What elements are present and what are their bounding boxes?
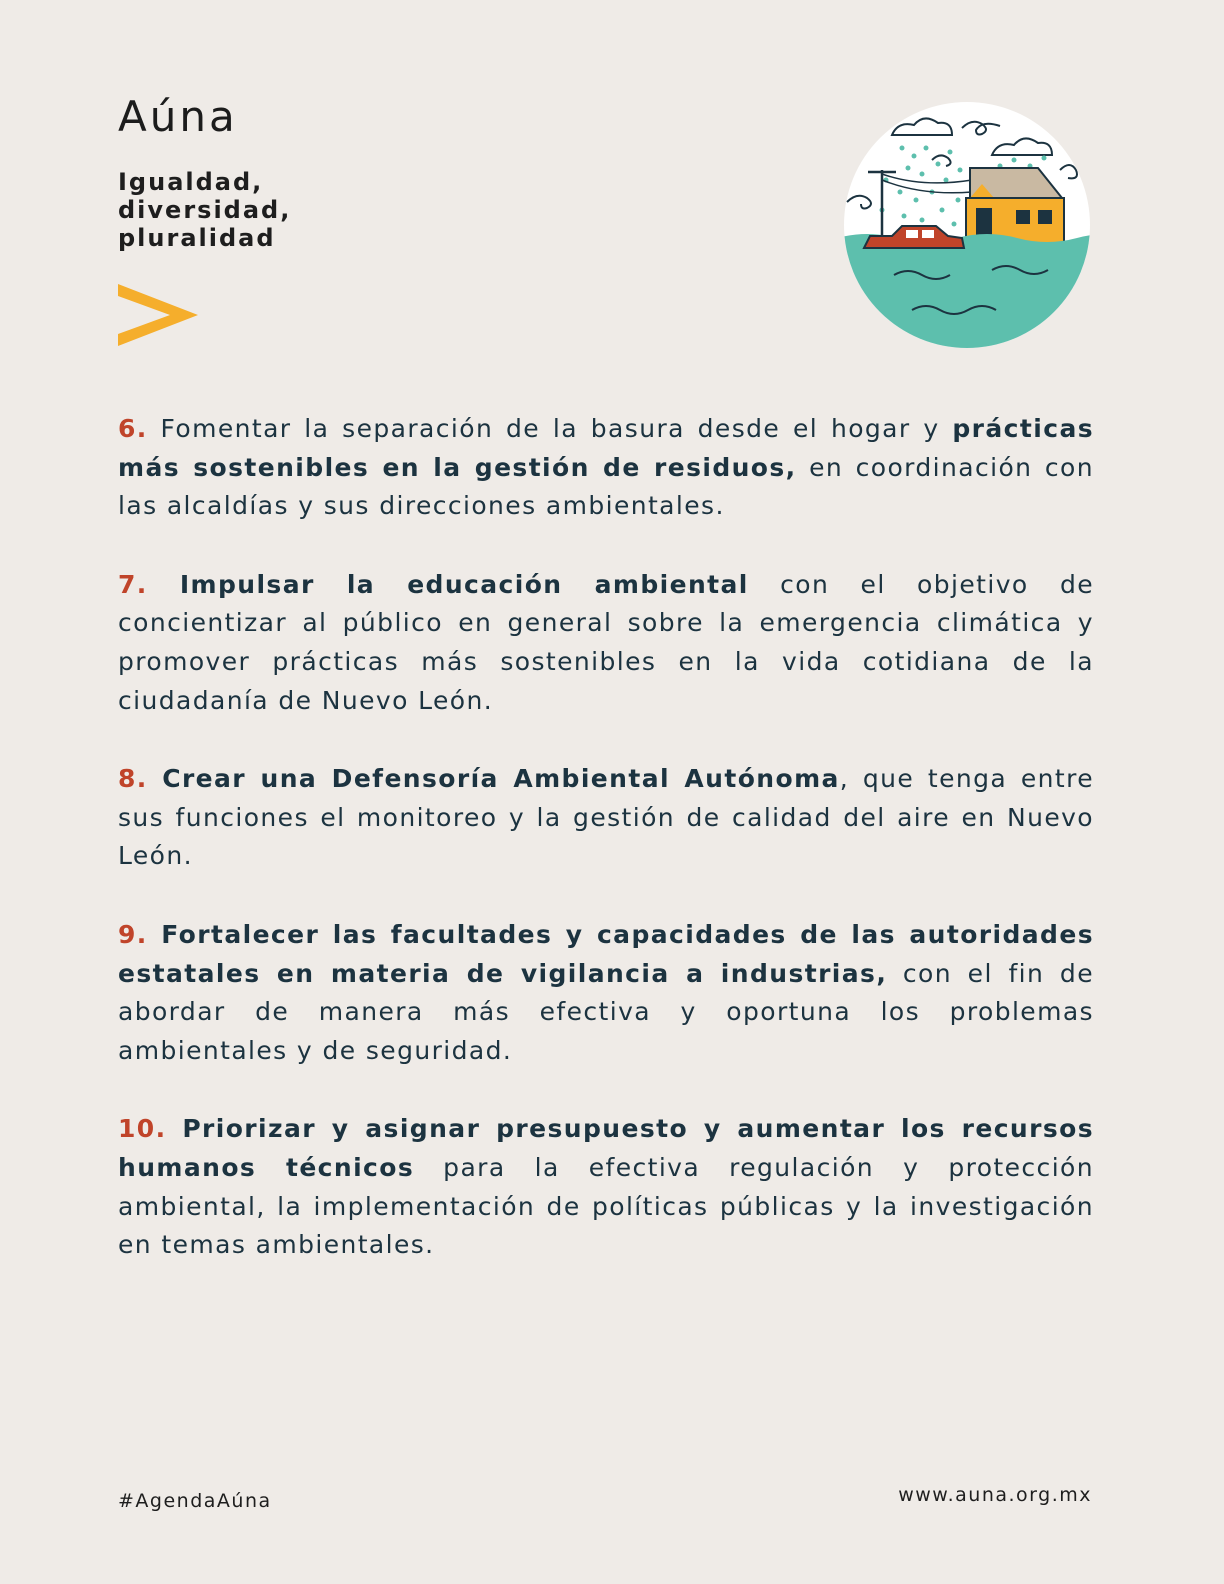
item-text: para la efectiva regulación y protección ambiental, la implementación de políticas públicas y la investigación en temas ambientales. — [118, 1152, 1094, 1260]
action-list — [118, 410, 1094, 1305]
item-text-bold: Priorizar y asignar presupuesto y aumentar los recursos humanos técnicos — [118, 1114, 1094, 1182]
item-text-bold: prácticas más sostenibles en la gestión de residuos, — [118, 414, 1094, 482]
tagline-line: pluralidad — [118, 224, 276, 252]
item-text: con el objetivo de concientizar al público en general sobre la emergencia climática y promover prácticas más sostenibles en la vida cotidiana de la ciudadanía de Nuevo León. — [118, 569, 1094, 715]
hashtag: #AgendaAúna — [118, 1490, 272, 1512]
website-link[interactable]: www.auna.org.mx — [898, 1484, 1092, 1506]
item-text: en coordinación con las alcaldías y sus direcciones ambientales. — [118, 452, 1094, 521]
item-text-bold: Crear una Defensoría Ambiental Autónoma — [147, 764, 840, 794]
item-number: 8. — [118, 764, 148, 794]
list-item — [118, 1110, 1094, 1264]
tagline-line: diversidad, — [118, 196, 292, 224]
item-text: , que tenga entre sus funciones el monitoreo y la gestión de calidad del aire en Nuevo León. — [118, 764, 1094, 871]
flood-illustration-icon — [842, 100, 1092, 350]
item-number: 10. — [118, 1114, 167, 1144]
tagline-line: Igualdad, — [118, 168, 264, 196]
item-text: Fomentar la separación de la basura desde el hogar y — [147, 414, 953, 443]
item-number: 7. — [118, 569, 148, 599]
item-number: 6. — [118, 414, 148, 443]
list-item — [118, 916, 1094, 1070]
list-item — [118, 566, 1094, 720]
item-text: con el fin de abordar de manera más efectiva y oportuna los problemas ambientales y de seguridad. — [118, 958, 1094, 1065]
item-text-bold: Impulsar la educación ambiental — [147, 569, 749, 599]
logo: Aúna — [118, 92, 238, 141]
list-item — [118, 760, 1094, 876]
list-item — [118, 410, 1094, 526]
tagline — [118, 168, 291, 252]
item-number: 9. — [118, 919, 148, 949]
chevron-right-icon — [118, 284, 200, 346]
item-text-bold: Fortalecer las facultades y capacidades de las autoridades estatales en materia de vigilancia a industrias, — [118, 919, 1094, 988]
